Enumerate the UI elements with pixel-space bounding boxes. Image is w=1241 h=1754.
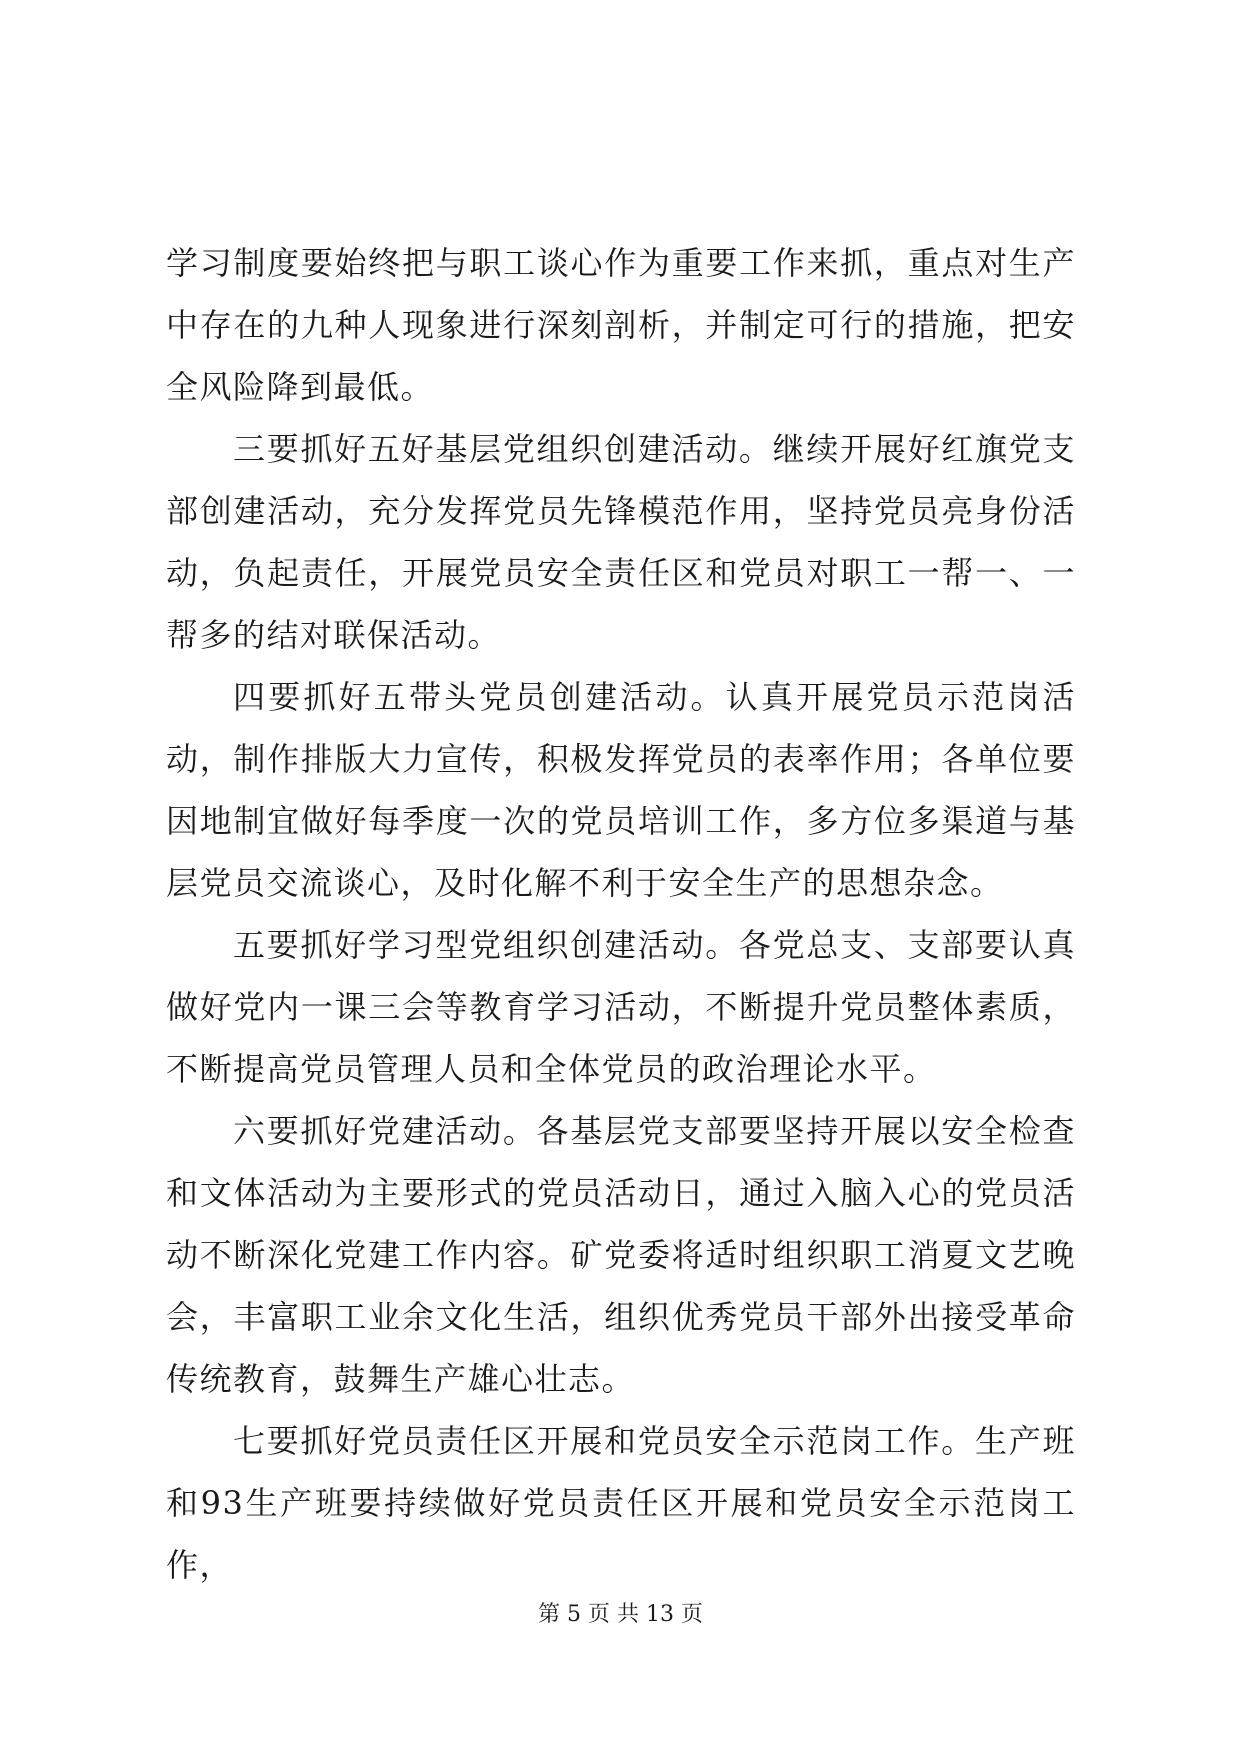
page-number-footer: 第 5 页 共 13 页 <box>538 1602 703 1627</box>
paragraph-5: 六要抓好党建活动。各基层党支部要坚持开展以安全检查和文体活动为主要形式的党员活动日，通过入脑入心的党员活动不断深化党建工作内容。矿党委将适时组织职工消夏文艺晚会，丰富职工业余文化生活，组织优秀党员干部外出接受革命传统教育，鼓舞生产雄心壮志。 <box>166 1112 1076 1398</box>
document-body <box>166 232 1076 1596</box>
paragraph-3: 四要抓好五带头党员创建活动。认真开展党员示范岗活动，制作排版大力宣传，积极发挥党员的表率作用；各单位要因地制宜做好每季度一次的党员培训工作，多方位多渠道与基层党员交流谈心，及时化解不利于安全生产的思想杂念。 <box>166 678 1076 902</box>
paragraph-4: 五要抓好学习型党组织创建活动。各党总支、支部要认真做好党内一课三会等教育学习活动，不断提升党员整体素质，不断提高党员管理人员和全体党员的政治理论水平。 <box>166 926 1076 1088</box>
paragraph-1: 学习制度要始终把与职工谈心作为重要工作来抓，重点对生产中存在的九种人现象进行深刻剖析，并制定可行的措施，把安全风险降到最低。 <box>166 244 1076 406</box>
paragraph-6: 七要抓好党员责任区开展和党员安全示范岗工作。生产班和93生产班要持续做好党员责任区开展和党员安全示范岗工作， <box>166 1422 1076 1584</box>
paragraph-2: 三要抓好五好基层党组织创建活动。继续开展好红旗党支部创建活动，充分发挥党员先锋模范作用，坚持党员亮身份活动，负起责任，开展党员安全责任区和党员对职工一帮一、一帮多的结对联保活动。 <box>166 430 1076 654</box>
